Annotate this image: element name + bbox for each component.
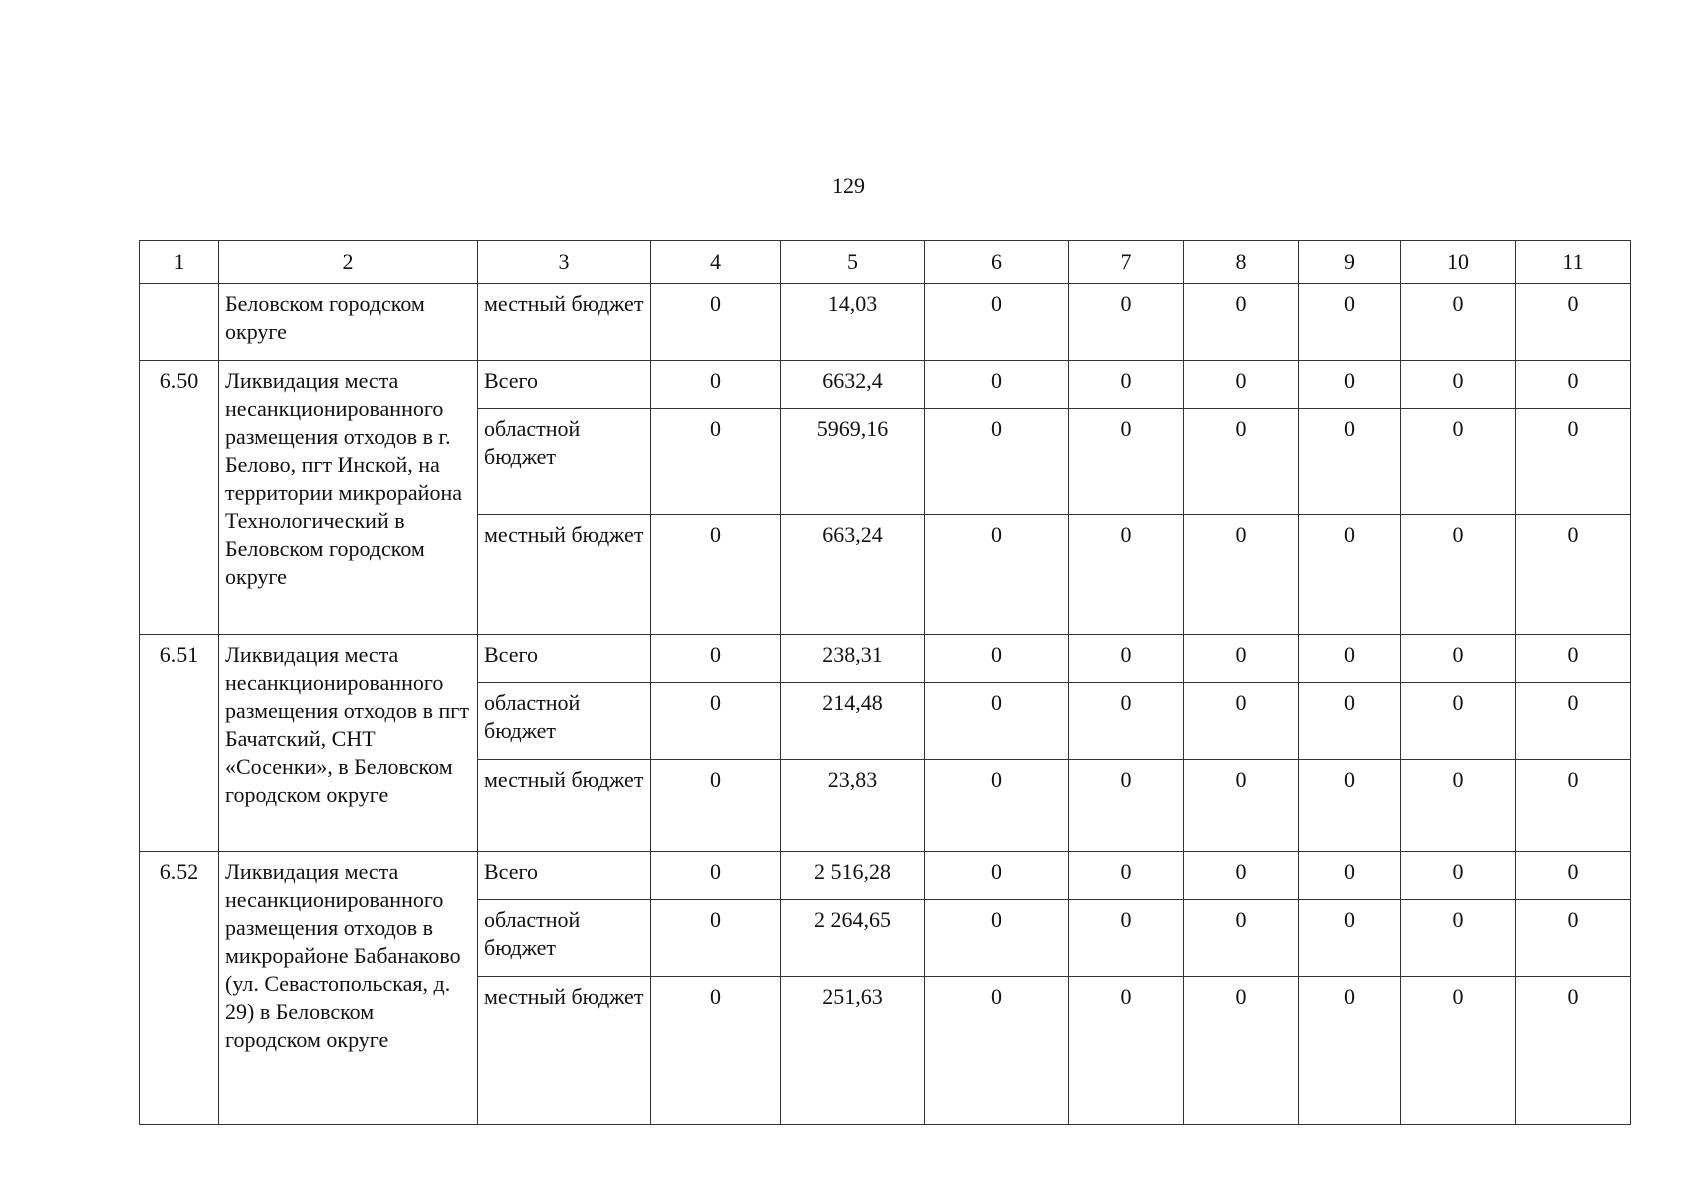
value-cell: 0: [1184, 900, 1299, 977]
value-cell: 0: [925, 361, 1069, 409]
value-cell: 0: [1401, 515, 1516, 635]
value-cell: 0: [925, 977, 1069, 1125]
value-cell: 0: [1184, 683, 1299, 760]
value-cell: 6632,4: [781, 361, 925, 409]
value-cell: 0: [1516, 977, 1631, 1125]
value-cell: 0: [1516, 515, 1631, 635]
item-name: Ликвидация места несанкционированного размещения отходов в пгт Бачатский, СНТ «Сосенки», в Беловском городском округе: [219, 635, 478, 852]
value-cell: 23,83: [781, 760, 925, 852]
funding-source: местный бюджет: [478, 760, 651, 852]
value-cell: 0: [1184, 361, 1299, 409]
value-cell: 0: [1299, 683, 1401, 760]
funding-source: Всего: [478, 361, 651, 409]
item-number: 6.52: [140, 852, 219, 1125]
value-cell: 0: [1516, 284, 1631, 361]
value-cell: 0: [651, 683, 781, 760]
value-cell: 0: [1184, 977, 1299, 1125]
column-header: 4: [651, 241, 781, 284]
value-cell: 0: [1516, 683, 1631, 760]
item-number: [140, 284, 219, 361]
value-cell: 0: [1401, 977, 1516, 1125]
value-cell: 0: [1401, 635, 1516, 683]
table-row: [140, 284, 1631, 361]
item-name: Ликвидация места несанкционированного размещения отходов в микрорайоне Бабанаково (ул. Севастопольская, д. 29) в Беловском городском округе: [219, 852, 478, 1125]
value-cell: 0: [1401, 760, 1516, 852]
table-row: [140, 852, 1631, 900]
funding-source: областной бюджет: [478, 683, 651, 760]
value-cell: 0: [1184, 409, 1299, 515]
value-cell: 0: [925, 409, 1069, 515]
value-cell: 0: [1299, 409, 1401, 515]
value-cell: 14,03: [781, 284, 925, 361]
value-cell: 0: [1184, 284, 1299, 361]
value-cell: 5969,16: [781, 409, 925, 515]
funding-source: местный бюджет: [478, 284, 651, 361]
table-row: [140, 361, 1631, 409]
value-cell: 0: [925, 852, 1069, 900]
value-cell: 2 264,65: [781, 900, 925, 977]
value-cell: 0: [651, 760, 781, 852]
value-cell: 0: [925, 284, 1069, 361]
column-header: 9: [1299, 241, 1401, 284]
value-cell: 0: [1069, 409, 1184, 515]
value-cell: 238,31: [781, 635, 925, 683]
page-number: 129: [832, 173, 865, 198]
value-cell: 0: [1069, 900, 1184, 977]
value-cell: 0: [1516, 760, 1631, 852]
value-cell: 0: [1401, 852, 1516, 900]
value-cell: 0: [1401, 683, 1516, 760]
value-cell: 214,48: [781, 683, 925, 760]
column-header: 11: [1516, 241, 1631, 284]
value-cell: 0: [1299, 515, 1401, 635]
value-cell: 0: [1401, 284, 1516, 361]
value-cell: 0: [1401, 900, 1516, 977]
value-cell: 0: [1069, 977, 1184, 1125]
value-cell: 0: [1516, 409, 1631, 515]
value-cell: 0: [1516, 852, 1631, 900]
value-cell: 0: [1184, 515, 1299, 635]
funding-source: областной бюджет: [478, 409, 651, 515]
value-cell: 0: [1516, 900, 1631, 977]
value-cell: 0: [651, 977, 781, 1125]
column-header: 1: [140, 241, 219, 284]
value-cell: 0: [651, 361, 781, 409]
item-number: 6.51: [140, 635, 219, 852]
value-cell: 0: [651, 900, 781, 977]
funding-source: Всего: [478, 635, 651, 683]
table-row: [140, 635, 1631, 683]
value-cell: 0: [1069, 683, 1184, 760]
value-cell: 0: [651, 635, 781, 683]
value-cell: 0: [925, 900, 1069, 977]
value-cell: 0: [1069, 361, 1184, 409]
value-cell: 0: [925, 683, 1069, 760]
value-cell: 0: [1069, 635, 1184, 683]
value-cell: 0: [1401, 409, 1516, 515]
column-header: 7: [1069, 241, 1184, 284]
value-cell: 0: [651, 409, 781, 515]
value-cell: 0: [651, 515, 781, 635]
value-cell: 0: [1516, 635, 1631, 683]
value-cell: 0: [651, 284, 781, 361]
column-header: 2: [219, 241, 478, 284]
value-cell: 0: [925, 760, 1069, 852]
value-cell: 0: [1069, 760, 1184, 852]
value-cell: 0: [925, 635, 1069, 683]
column-header: 3: [478, 241, 651, 284]
funding-source: областной бюджет: [478, 900, 651, 977]
value-cell: 0: [1401, 361, 1516, 409]
value-cell: 0: [1516, 361, 1631, 409]
column-header: 5: [781, 241, 925, 284]
value-cell: 0: [1069, 852, 1184, 900]
column-header: 10: [1401, 241, 1516, 284]
value-cell: 251,63: [781, 977, 925, 1125]
value-cell: 663,24: [781, 515, 925, 635]
value-cell: 0: [1299, 977, 1401, 1125]
budget-table: [139, 240, 1631, 1125]
funding-source: местный бюджет: [478, 977, 651, 1125]
value-cell: 0: [1299, 760, 1401, 852]
value-cell: 0: [1069, 284, 1184, 361]
header-row: [140, 241, 1631, 284]
value-cell: 0: [1184, 760, 1299, 852]
item-name: Беловском городском округе: [219, 284, 478, 361]
value-cell: 0: [1299, 635, 1401, 683]
value-cell: 0: [1184, 852, 1299, 900]
value-cell: 0: [1069, 515, 1184, 635]
value-cell: 0: [1299, 361, 1401, 409]
value-cell: 0: [1184, 635, 1299, 683]
value-cell: 2 516,28: [781, 852, 925, 900]
column-header: 6: [925, 241, 1069, 284]
value-cell: 0: [925, 515, 1069, 635]
value-cell: 0: [1299, 900, 1401, 977]
funding-source: Всего: [478, 852, 651, 900]
value-cell: 0: [651, 852, 781, 900]
funding-source: местный бюджет: [478, 515, 651, 635]
item-number: 6.50: [140, 361, 219, 635]
value-cell: 0: [1299, 284, 1401, 361]
item-name: Ликвидация места несанкционированного размещения отходов в г. Белово, пгт Инской, на территории микрорайона Технологический в Беловском городском округе: [219, 361, 478, 635]
column-header: 8: [1184, 241, 1299, 284]
value-cell: 0: [1299, 852, 1401, 900]
